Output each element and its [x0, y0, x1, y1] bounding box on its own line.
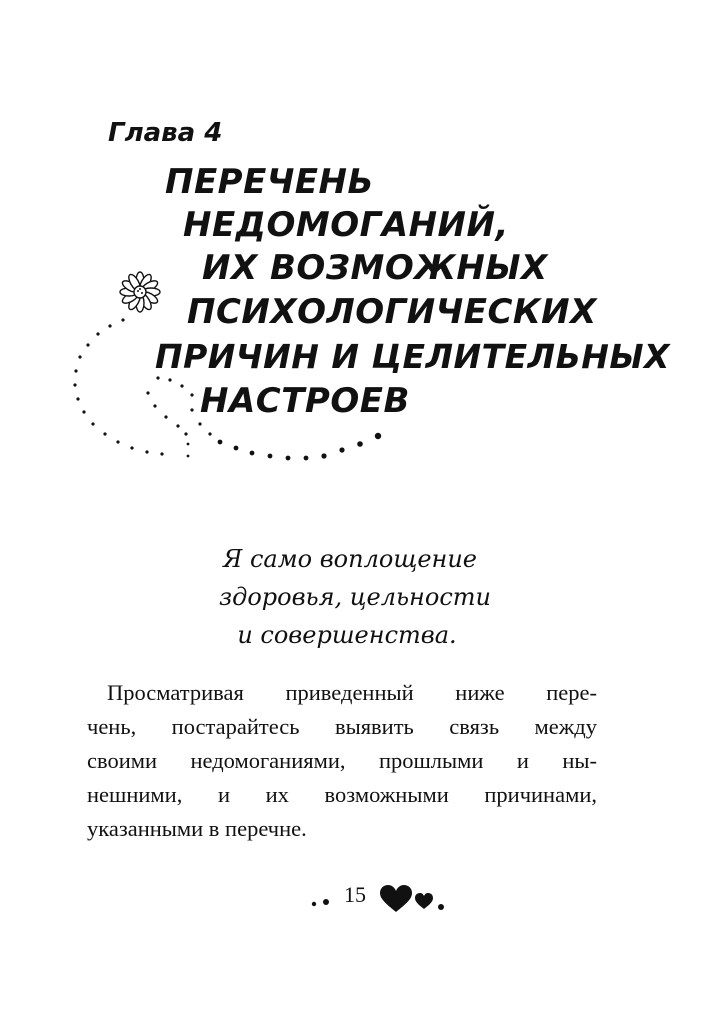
body-line: чень, постарайтесь выявить связь между: [87, 714, 597, 739]
affirmation-motto: [150, 540, 550, 654]
body-line: нешними, и их возможными причинами,: [87, 782, 597, 807]
chapter-title-line: ПРИЧИН И ЦЕЛИТЕЛЬНЫХ: [155, 337, 670, 376]
dot-icon: [323, 899, 329, 905]
motto-line: здоровья, цельности: [219, 583, 491, 611]
body-line: Просматривая приведенный ниже пере-: [107, 680, 597, 705]
dot-icon: [438, 904, 444, 910]
heart-icon: [415, 893, 433, 909]
chapter-title-line: ПСИХОЛОГИЧЕСКИХ: [187, 292, 597, 332]
motto-line: Я само воплощение: [222, 545, 478, 573]
heart-icon: [380, 885, 412, 912]
page-number: 15: [344, 882, 366, 907]
body-line: указанными в перечне.: [87, 816, 307, 841]
chapter-title-line: НАСТРОЕВ: [200, 381, 410, 421]
chapter-label: Глава 4: [108, 118, 223, 148]
body-line: своими недомоганиями, прошлыми и ны-: [87, 748, 597, 773]
page-footer: [300, 878, 460, 922]
chapter-title-line: ПЕРЕЧЕНЬ: [165, 162, 374, 202]
dot-icon: [312, 902, 316, 906]
chapter-title: [0, 0, 709, 440]
motto-line: и совершенства.: [237, 621, 457, 649]
chapter-title-line: НЕДОМОГАНИЙ,: [183, 205, 509, 245]
body-paragraph: [87, 676, 597, 846]
chapter-title-line: ИХ ВОЗМОЖНЫХ: [202, 248, 548, 288]
